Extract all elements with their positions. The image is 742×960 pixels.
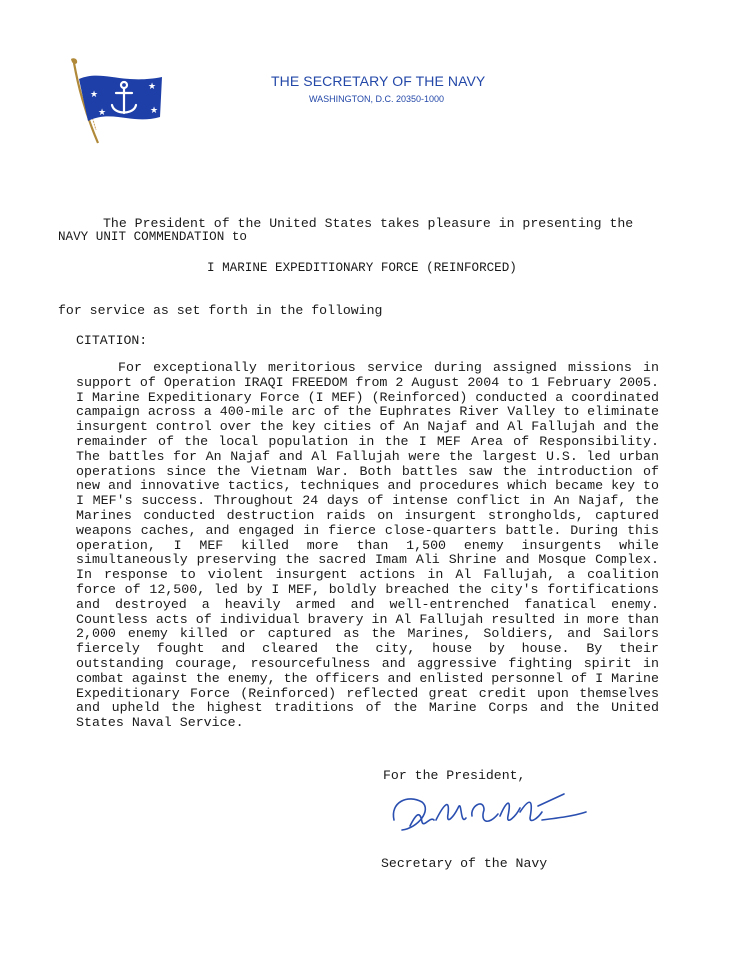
service-line: for service as set forth in the following xyxy=(58,303,383,318)
signature-image xyxy=(388,786,588,836)
signatory-title: Secretary of the Navy xyxy=(381,856,548,871)
svg-text:★: ★ xyxy=(98,108,107,118)
letterhead-address: WASHINGTON, D.C. 20350-1000 xyxy=(309,94,445,104)
svg-text:★: ★ xyxy=(150,106,159,116)
letterhead-title: THE SECRETARY OF THE NAVY xyxy=(271,73,486,89)
svg-text:★: ★ xyxy=(90,90,99,100)
citation-text: For exceptionally meritorious service during assigned missions in support of Operation IRAQI FREEDOM from 2 August 2004 to 1 February 2005. I Marine Expeditionary Force (I MEF) (Reinforced) conducted a coordinated campaign across a 400-mile arc of the Euphrates River Valley to eliminate insurgent control over the key cities of An Najaf and Al Fallujah and the remainder of the local population in the I MEF Area of Responsibility. The battles for An Najaf and Al Fallujah were the largest U.S. led urban operations since the Vietnam War. Both battles saw the introduction of new and innovative tactics, techniques and procedures which became key to I MEF's success. Throughout 24 days of intense conflict in An Najaf, the Marines conducted destruction raids on insurgent strongholds, captured weapons caches, and engaged in fierce close-quarters battle. During this operation, I MEF killed more than 1,500 enemy insurgents while simultaneously preserving the sacred Imam Ali Shrine and Mosque Complex. In response to violent insurgent actions in Al Fallujah, a coalition force of 12,500, led by I MEF, boldly breached the city's fortifications and destroyed a heavily armed and well-entrenched fanatical enemy. Countless acts of individual bravery in Al Fallujah resulted in more than 2,000 enemy killed or captured as the Marines, Soldiers, and Sailors fiercely fought and cleared the city, house by house. By their outstanding courage, resourcefulness and aggressive fighting spirit in combat against the enemy, the officers and enlisted personnel of I Marine Expeditionary Force (Reinforced) reflected great credit upon themselves and upheld the highest traditions of the Marine Corps and the United States Naval Service. xyxy=(76,360,659,731)
intro-line-1: The President of the United States takes pleasure in presenting the xyxy=(103,216,634,231)
unit-name: I MARINE EXPEDITIONARY FORCE (REINFORCED) xyxy=(207,261,517,275)
intro-line-2: NAVY UNIT COMMENDATION to xyxy=(58,230,247,244)
citation-label: CITATION: xyxy=(76,333,148,348)
navy-flag-icon xyxy=(62,55,172,145)
svg-text:★: ★ xyxy=(148,82,157,92)
closing-line: For the President, xyxy=(383,768,526,783)
